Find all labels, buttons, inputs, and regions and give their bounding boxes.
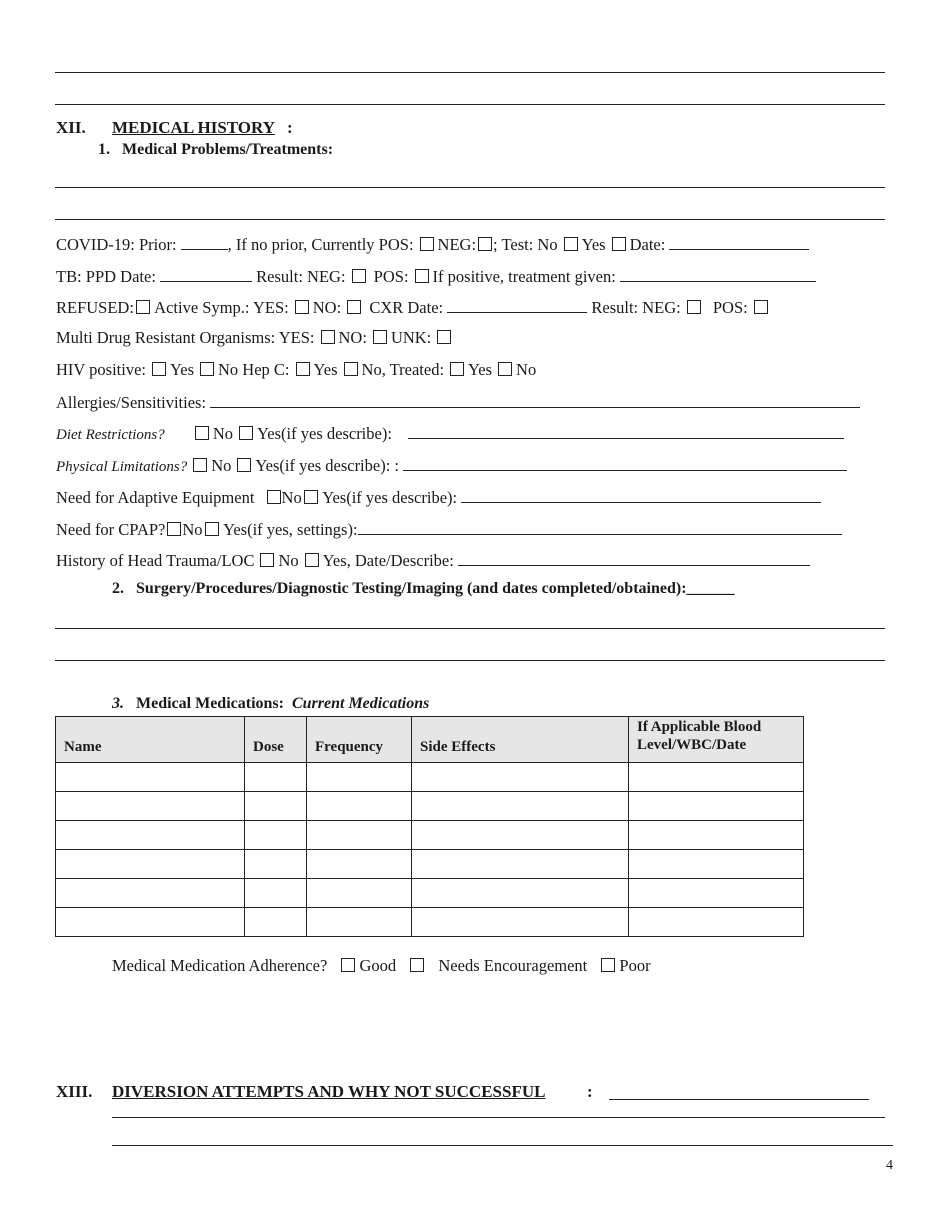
blank-line[interactable] [55, 187, 885, 188]
physical-field[interactable] [403, 455, 847, 471]
physical-yes-label: Yes(if yes describe): : [255, 456, 400, 475]
table-cell[interactable] [56, 850, 245, 879]
tb-ppd-date-label: TB: PPD Date: [56, 267, 156, 286]
adaptive-yes-checkbox[interactable] [304, 490, 318, 504]
hepc-yes-checkbox[interactable] [296, 362, 310, 376]
hiv-label: HIV positive: [56, 360, 146, 379]
cpap-yes-label: Yes(if yes, settings): [223, 520, 358, 539]
mdro-yes-checkbox[interactable] [321, 330, 335, 344]
cxr-result-label: Result: NEG: [591, 298, 681, 317]
item-number: 1. [98, 141, 110, 158]
table-cell[interactable] [307, 763, 412, 792]
table-header-row [56, 717, 804, 763]
hepc-label: No Hep C: [218, 360, 290, 379]
medications-label: Medical Medications: [136, 695, 284, 712]
covid-row [56, 234, 809, 255]
refused-label: REFUSED: [56, 298, 134, 317]
table-cell[interactable] [245, 850, 307, 879]
adaptive-row [56, 487, 821, 508]
table-cell[interactable] [412, 850, 629, 879]
cxr-date-field[interactable] [447, 297, 587, 313]
hiv-yes-checkbox[interactable] [152, 362, 166, 376]
head-yes-label: Yes, Date/Describe: [322, 551, 454, 570]
mdro-unk-label: UNK: [390, 328, 432, 347]
allergies-row [56, 392, 860, 413]
section-12-title: MEDICAL HISTORY [112, 118, 275, 137]
cpap-label: Need for CPAP? [56, 520, 166, 539]
physical-row [56, 455, 847, 477]
treated-yes-checkbox[interactable] [450, 362, 464, 376]
table-row [56, 792, 804, 821]
cxr-pos-label: POS: [712, 298, 748, 317]
cxr-neg-checkbox[interactable] [687, 300, 701, 314]
tb-treatment-field[interactable] [620, 266, 816, 282]
surgery-label: Surgery/Procedures/Diagnostic Testing/Imaging (and dates completed/obtained): [136, 580, 687, 597]
cxr-date-label: CXR Date: [369, 298, 444, 317]
table-cell[interactable] [245, 908, 307, 937]
item-number: 2. [112, 580, 124, 597]
tb-row [56, 266, 816, 287]
table-cell[interactable] [56, 821, 245, 850]
adaptive-field[interactable] [461, 487, 821, 503]
table-cell[interactable] [245, 821, 307, 850]
table-cell[interactable] [56, 879, 245, 908]
diet-label: Diet Restrictions? [56, 427, 165, 443]
section-13-heading [56, 1082, 593, 1102]
table-cell[interactable] [412, 763, 629, 792]
treated-yes-label: Yes [468, 360, 493, 379]
head-yes-checkbox[interactable] [305, 553, 319, 567]
table-cell[interactable] [629, 792, 804, 821]
mdro-no-label: NO: [338, 328, 367, 347]
covid-date-label: Date: [629, 235, 666, 254]
diet-row [56, 423, 844, 445]
table-row [56, 908, 804, 937]
table-cell[interactable] [629, 850, 804, 879]
table-cell[interactable] [412, 792, 629, 821]
head-no-label: No [278, 551, 299, 570]
medications-table [55, 716, 804, 937]
tb-date-field[interactable] [160, 266, 252, 282]
adaptive-no-checkbox[interactable] [267, 490, 281, 504]
covid-date-field[interactable] [669, 234, 809, 250]
blank-line[interactable] [55, 72, 885, 73]
diet-no-label: No [212, 424, 234, 443]
physical-no-checkbox[interactable] [193, 458, 207, 472]
diet-yes-label: Yes(if yes describe): [257, 424, 392, 443]
covid-prior-label: COVID-19: Prior: [56, 235, 177, 254]
table-row [56, 763, 804, 792]
cpap-field[interactable] [358, 519, 842, 535]
mdro-unk-checkbox[interactable] [437, 330, 451, 344]
cpap-no-label: No [182, 520, 203, 539]
table-cell[interactable] [56, 763, 245, 792]
tb-pos-checkbox[interactable] [415, 269, 429, 283]
table-cell[interactable] [629, 763, 804, 792]
diet-no-checkbox[interactable] [195, 426, 209, 440]
item-number: 3. [112, 695, 124, 712]
adherence-good-label: Good [359, 956, 397, 975]
treated-no-checkbox[interactable] [498, 362, 512, 376]
table-cell[interactable] [56, 908, 245, 937]
covid-test-yes-label: Yes [581, 235, 606, 254]
blank-line[interactable] [112, 1145, 893, 1146]
section-12-roman: XII. [56, 118, 86, 137]
table-cell[interactable] [307, 792, 412, 821]
mdro-no-checkbox[interactable] [373, 330, 387, 344]
hepc-no-checkbox[interactable] [344, 362, 358, 376]
adherence-encouragement-checkbox[interactable] [410, 958, 424, 972]
covid-test-yes-checkbox[interactable] [612, 237, 626, 251]
section-12-title-suffix: : [287, 118, 293, 137]
physical-label: Physical Limitations? [56, 459, 188, 475]
table-cell[interactable] [245, 792, 307, 821]
table-cell[interactable] [56, 792, 245, 821]
table-cell[interactable] [629, 879, 804, 908]
table-row [56, 879, 804, 908]
table-cell[interactable] [307, 850, 412, 879]
section-13-roman: XIII. [56, 1082, 93, 1101]
cpap-no-checkbox[interactable] [167, 522, 181, 536]
medical-problems-label: Medical Problems/Treatments: [122, 141, 334, 158]
col-blood-level: If Applicable Blood Level/WBC/Date [629, 717, 804, 763]
col-name: Name [56, 717, 245, 763]
cpap-row [56, 519, 842, 540]
adaptive-no-label: No [281, 488, 302, 507]
page-number: 4 [886, 1158, 893, 1173]
adherence-good-checkbox[interactable] [341, 958, 355, 972]
table-cell[interactable] [629, 821, 804, 850]
covid-current-label: , If no prior, Currently POS: [227, 235, 414, 254]
hiv-yes-label: Yes [170, 360, 195, 379]
allergies-label: Allergies/Sensitivities: [56, 393, 207, 412]
refused-row [56, 297, 772, 318]
tb-pos-label: POS: [373, 267, 409, 286]
table-cell[interactable] [412, 821, 629, 850]
adherence-row [112, 956, 651, 976]
adherence-poor-checkbox[interactable] [601, 958, 615, 972]
table-cell[interactable] [307, 908, 412, 937]
symptoms-no-label: NO: [312, 298, 342, 317]
blank-line[interactable] [55, 104, 885, 105]
section-12-heading [56, 118, 293, 138]
allergies-field[interactable] [210, 392, 860, 408]
col-side-effects: Side Effects [412, 717, 629, 763]
adaptive-label: Need for Adaptive Equipment [56, 488, 255, 507]
current-medications-label: Current Medications [291, 695, 430, 712]
symptoms-yes-checkbox[interactable] [295, 300, 309, 314]
table-row [56, 850, 804, 879]
tb-neg-checkbox[interactable] [352, 269, 366, 283]
table-cell[interactable] [245, 763, 307, 792]
covid-neg-label: NEG: [437, 235, 477, 254]
treated-no-label: No [516, 360, 537, 379]
mdro-row [56, 328, 455, 348]
diversion-field[interactable] [609, 1099, 869, 1100]
cxr-pos-checkbox[interactable] [754, 300, 768, 314]
blank-line[interactable] [55, 660, 885, 661]
adaptive-yes-label: Yes(if yes describe): [322, 488, 458, 507]
blank-line[interactable] [55, 628, 885, 629]
hiv-no-checkbox[interactable] [200, 362, 214, 376]
active-symptoms-label: Active Symp.: YES: [154, 298, 289, 317]
head-trauma-row [56, 550, 810, 571]
surgery-heading [112, 580, 735, 598]
head-no-checkbox[interactable] [260, 553, 274, 567]
head-trauma-label: History of Head Trauma/LOC [56, 551, 255, 570]
head-field[interactable] [458, 550, 810, 566]
hepc-yes-label: Yes [313, 360, 338, 379]
table-cell[interactable] [245, 879, 307, 908]
covid-neg-checkbox[interactable] [478, 237, 492, 251]
medical-problems-heading [98, 141, 333, 159]
blank-line[interactable] [112, 1117, 885, 1118]
surgery-field[interactable]: ______ [686, 580, 735, 597]
covid-prior-field[interactable] [181, 234, 228, 250]
section-13-title-suffix: : [587, 1082, 593, 1101]
tb-treatment-label: If positive, treatment given: [432, 267, 616, 286]
covid-test-no-checkbox[interactable] [564, 237, 578, 251]
physical-yes-checkbox[interactable] [237, 458, 251, 472]
table-row [56, 821, 804, 850]
table-cell[interactable] [629, 908, 804, 937]
table-cell[interactable] [412, 908, 629, 937]
adherence-poor-label: Poor [619, 956, 651, 975]
covid-test-label: ; Test: No [493, 235, 558, 254]
diet-yes-checkbox[interactable] [239, 426, 253, 440]
table-cell[interactable] [307, 821, 412, 850]
tb-result-label: Result: NEG: [256, 267, 346, 286]
medications-heading [112, 695, 429, 713]
mdro-label: Multi Drug Resistant Organisms: YES: [56, 328, 315, 347]
table-cell[interactable] [412, 879, 629, 908]
covid-pos-checkbox[interactable] [420, 237, 434, 251]
diet-field[interactable] [408, 423, 844, 439]
col-dose: Dose [245, 717, 307, 763]
adherence-encouragement-label: Needs Encouragement [438, 956, 588, 975]
cpap-yes-checkbox[interactable] [205, 522, 219, 536]
refused-checkbox[interactable] [136, 300, 150, 314]
treated-label: No, Treated: [361, 360, 445, 379]
section-13-title: DIVERSION ATTEMPTS AND WHY NOT SUCCESSFUL [112, 1082, 546, 1101]
hiv-row [56, 360, 536, 380]
adherence-label: Medical Medication Adherence? [112, 956, 328, 975]
physical-no-label: No [211, 456, 232, 475]
col-frequency: Frequency [307, 717, 412, 763]
blank-line[interactable] [55, 219, 885, 220]
symptoms-no-checkbox[interactable] [347, 300, 361, 314]
table-cell[interactable] [307, 879, 412, 908]
